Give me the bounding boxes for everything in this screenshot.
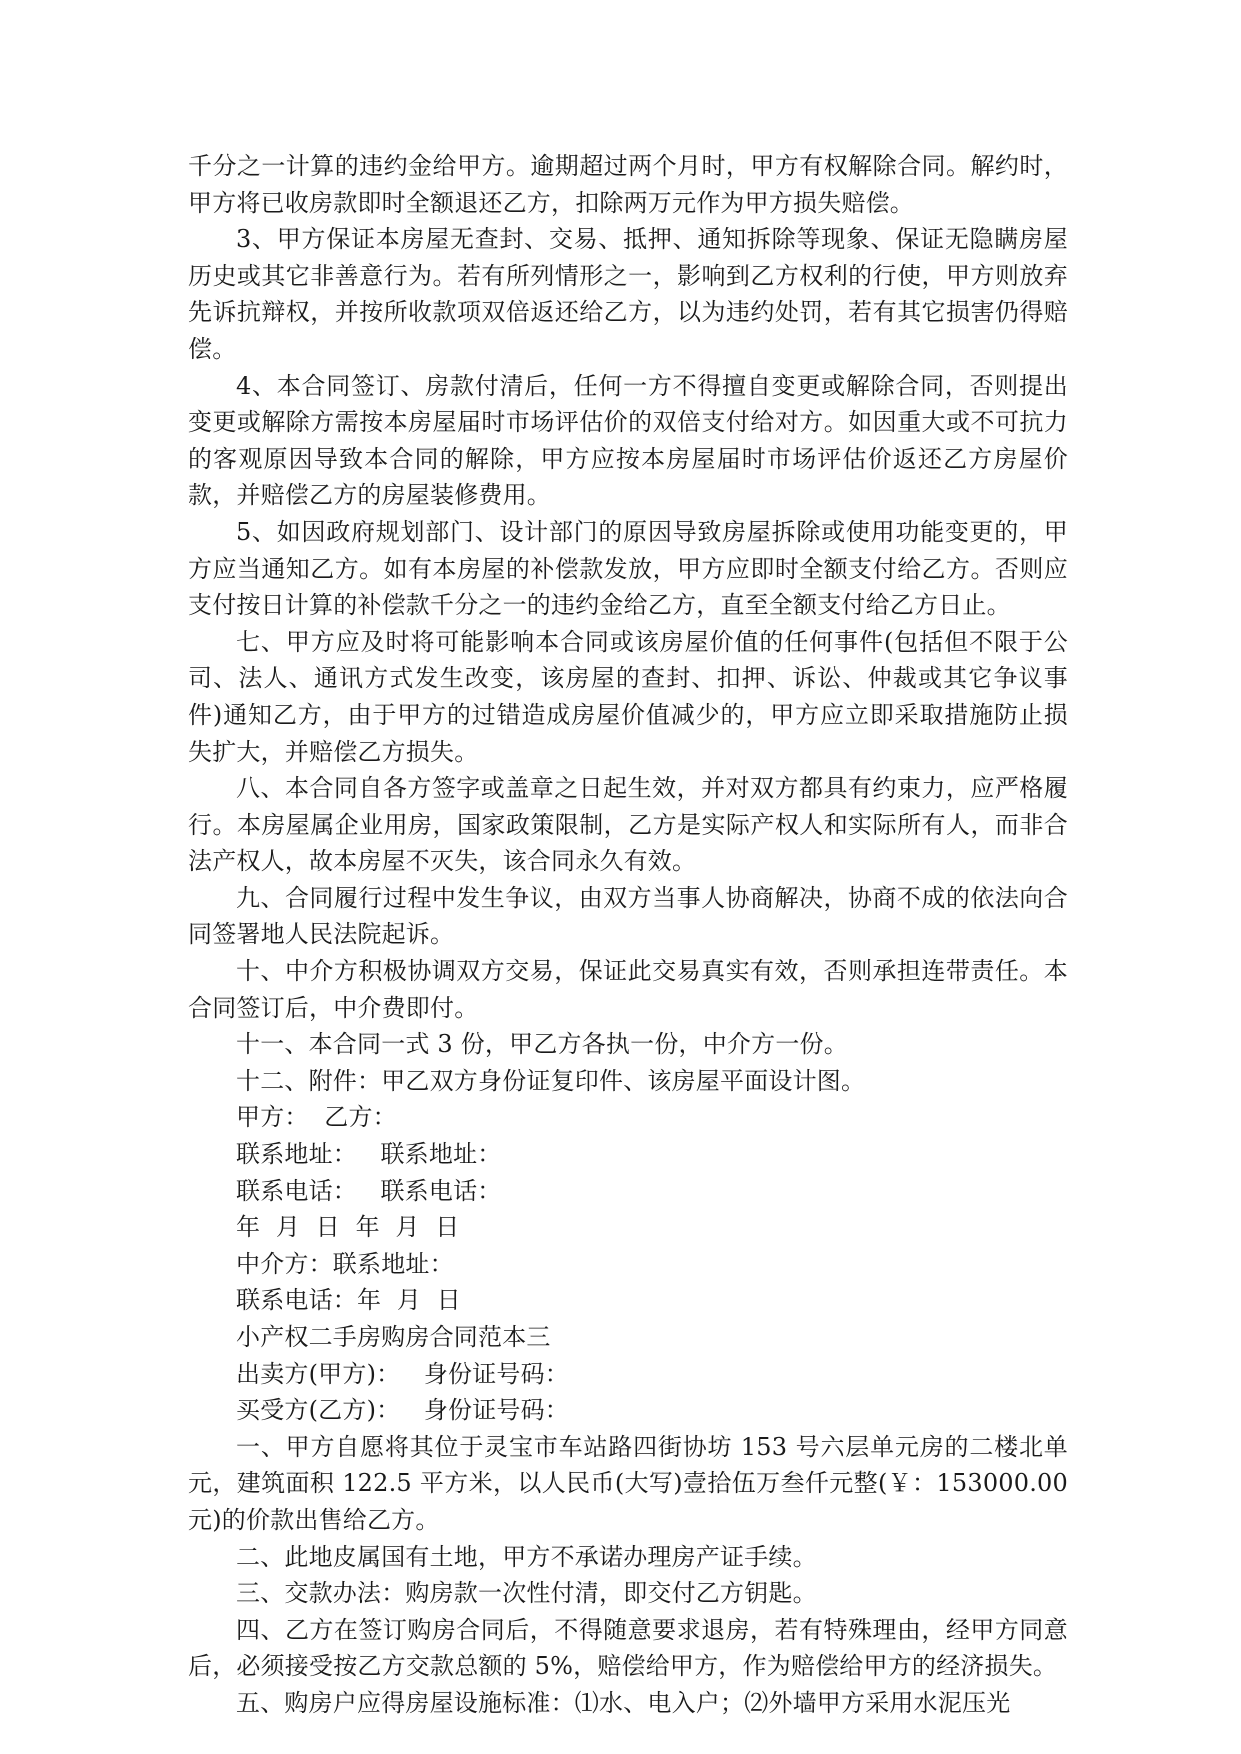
paragraph-sale-clause-3: 三、交款办法：购房款一次性付清，即交付乙方钥匙。 [236, 1579, 817, 1608]
paragraph-clause-4: 4、本合同签订、房款付清后，任何一方不得擅自变更或解除合同，否则提出变更或解除方需按本房屋届时市场评估价的双倍支付给对方。如因重大或不可抗力的客观原因导致本合同的解除，甲方应按本房屋届时市场评估价返还乙方房屋价款，并赔偿乙方的房屋装修费用。 [188, 371, 1068, 510]
line-clause-12: 十二、附件：甲乙双方身份证复印件、该房屋平面设计图。 [236, 1066, 866, 1095]
paragraph-clause-10: 十、中介方积极协调双方交易，保证此交易真实有效，否则承担连带责任。本合同签订后，中介费即付。 [188, 957, 1068, 1022]
signature-addresses: 联系地址： 联系地址： [236, 1140, 502, 1169]
agent-address: 中介方：联系地址： [236, 1249, 454, 1278]
section-title: 小产权二手房购房合同范本三 [236, 1323, 551, 1351]
paragraph-clause-9: 九、合同履行过程中发生争议，由双方当事人协商解决，协商不成的依法向合同签署地人民法院起诉。 [188, 883, 1068, 949]
signature-parties: 甲方： 乙方： [236, 1103, 397, 1132]
paragraph-clause-3: 3、甲方保证本房屋无查封、交易、抵押、通知拆除等现象、保证无隐瞒房屋历史或其它非善意行为。若有所列情形之一，影响到乙方权利的行使，甲方则放弃先诉抗辩权，并按所收款项双倍返还给乙方，以为违约处罚，若有其它损害仍得赔偿。 [188, 225, 1068, 363]
seller-line: 出卖方(甲方)： 身份证号码： [236, 1359, 570, 1388]
paragraph-penalty-refund: 千分之一计算的违约金给甲方。逾期超过两个月时，甲方有权解除合同。解约时，甲方将已收房款即时全额退还乙方，扣除两万元作为甲方损失赔偿。 [188, 152, 1068, 217]
paragraph-sale-clause-2: 二、此地皮属国有土地，甲方不承诺办理房产证手续。 [236, 1542, 817, 1571]
line-clause-11: 十一、本合同一式 3 份，甲乙方各执一份，中介方一份。 [236, 1030, 848, 1059]
paragraph-clause-7: 七、甲方应及时将可能影响本合同或该房屋价值的任何事件(包括但不限于公司、法人、通讯方式发生改变，该房屋的查封、扣押、诉讼、仲裁或其它争议事件)通知乙方，由于甲方的过错造成房屋价值减少的，甲方应立即采取措施防止损失扩大，并赔偿乙方损失。 [188, 627, 1068, 766]
document-body [188, 148, 1068, 1722]
paragraph-sale-clause-1: 一、甲方自愿将其位于灵宝市车站路四街协坊 153 号六层单元房的二楼北单元，建筑面积 122.5 平方米，以人民币(大写)壹拾伍万叁仟元整(￥：153000.00 元)的价款出售给乙方。 [188, 1432, 1068, 1534]
paragraph-clause-8: 八、本合同自各方签字或盖章之日起生效，并对双方都具有约束力，应严格履行。本房屋属企业用房，国家政策限制，乙方是实际产权人和实际所有人，而非合法产权人，故本房屋不灭失，该合同永久有效。 [188, 774, 1068, 876]
buyer-line: 买受方(乙方)： 身份证号码： [236, 1396, 570, 1425]
paragraph-sale-clause-5: 五、购房户应得房屋设施标准：⑴水、电入户；⑵外墙甲方采用水泥压光 [236, 1688, 1011, 1717]
signature-phones: 联系电话： 联系电话： [236, 1176, 502, 1205]
paragraph-sale-clause-4: 四、乙方在签订购房合同后，不得随意要求退房，若有特殊理由，经甲方同意后，必须接受按乙方交款总额的 5%，赔偿给甲方，作为赔偿给甲方的经济损失。 [188, 1615, 1068, 1681]
paragraph-clause-5: 5、如因政府规划部门、设计部门的原因导致房屋拆除或使用功能变更的，甲方应当通知乙方。如有本房屋的补偿款发放，甲方应即时全额支付给乙方。否则应支付按日计算的补偿款千分之一的违约金给乙方，直至全额支付给乙方日止。 [188, 517, 1068, 620]
signature-dates: 年 月 日 年 月 日 [236, 1213, 460, 1242]
agent-phone-date: 联系电话：年 月 日 [236, 1286, 461, 1315]
